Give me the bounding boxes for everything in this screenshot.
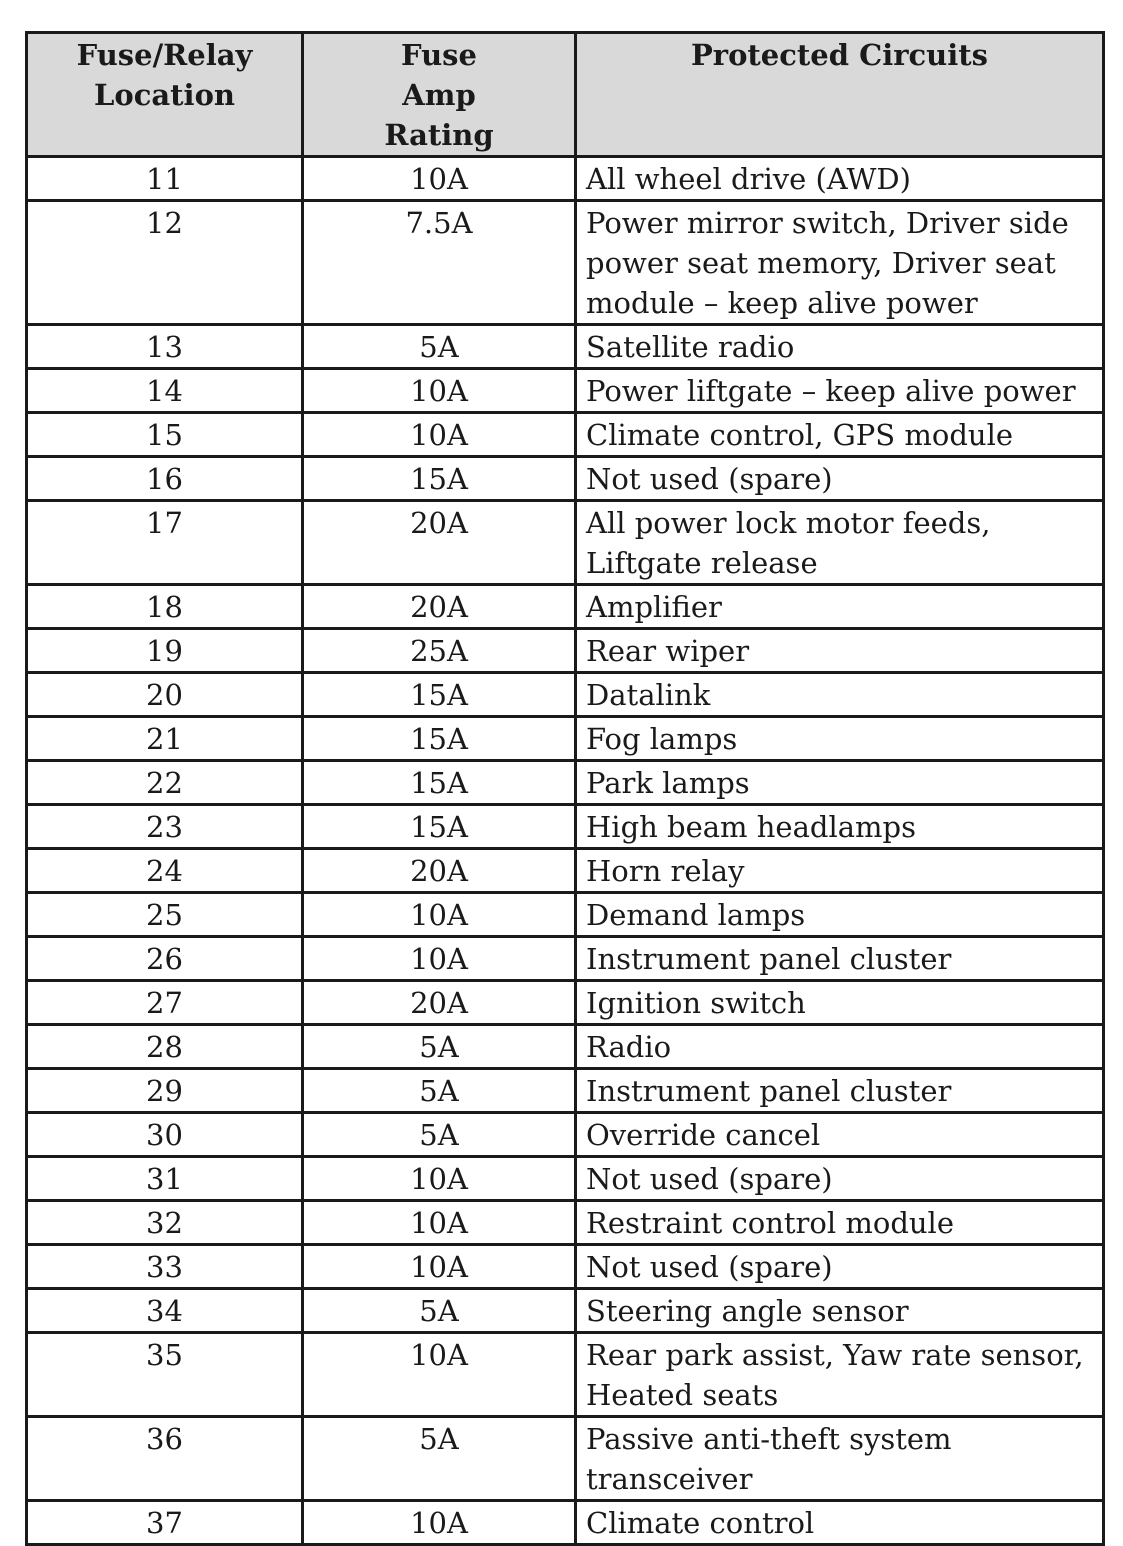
table-row xyxy=(27,201,1104,325)
amp-rating-cell: 10A xyxy=(303,1333,576,1417)
header-row xyxy=(27,33,1104,157)
protected-circuits-cell: Not used (spare) xyxy=(576,457,1104,501)
protected-circuits-cell: Climate control, GPS module xyxy=(576,413,1104,457)
location-cell: 17 xyxy=(27,501,303,585)
table-row xyxy=(27,413,1104,457)
amp-rating-cell: 5A xyxy=(303,325,576,369)
location-cell: 34 xyxy=(27,1289,303,1333)
table-row xyxy=(27,501,1104,585)
location-cell: 30 xyxy=(27,1113,303,1157)
protected-circuits-cell: Power mirror switch, Driver side power seat memory, Driver seat module – keep alive power xyxy=(576,201,1104,325)
location-cell: 35 xyxy=(27,1333,303,1417)
amp-rating-cell: 15A xyxy=(303,805,576,849)
amp-rating-cell: 10A xyxy=(303,1501,576,1545)
amp-rating-cell: 15A xyxy=(303,457,576,501)
amp-rating-cell: 10A xyxy=(303,937,576,981)
protected-circuits-cell: Rear park assist, Yaw rate sensor, Heated seats xyxy=(576,1333,1104,1417)
amp-rating-cell: 20A xyxy=(303,849,576,893)
table-row xyxy=(27,1157,1104,1201)
table-row xyxy=(27,1245,1104,1289)
table-row xyxy=(27,761,1104,805)
location-cell: 28 xyxy=(27,1025,303,1069)
table-row xyxy=(27,157,1104,201)
location-cell: 26 xyxy=(27,937,303,981)
amp-rating-cell: 5A xyxy=(303,1417,576,1501)
table-row xyxy=(27,893,1104,937)
table-row xyxy=(27,1113,1104,1157)
protected-circuits-cell: Instrument panel cluster xyxy=(576,937,1104,981)
amp-rating-cell: 15A xyxy=(303,717,576,761)
protected-circuits-cell: All power lock motor feeds, Liftgate release xyxy=(576,501,1104,585)
location-cell: 33 xyxy=(27,1245,303,1289)
location-cell: 19 xyxy=(27,629,303,673)
protected-circuits-cell: Rear wiper xyxy=(576,629,1104,673)
amp-rating-cell: 20A xyxy=(303,981,576,1025)
protected-circuits-cell: Amplifier xyxy=(576,585,1104,629)
amp-rating-cell: 20A xyxy=(303,585,576,629)
table-row xyxy=(27,673,1104,717)
amp-rating-cell: 5A xyxy=(303,1069,576,1113)
fuse-table xyxy=(25,31,1105,1546)
location-cell: 32 xyxy=(27,1201,303,1245)
location-cell: 16 xyxy=(27,457,303,501)
table-body xyxy=(27,157,1104,1545)
amp-rating-cell: 10A xyxy=(303,369,576,413)
table-row xyxy=(27,585,1104,629)
amp-rating-cell: 10A xyxy=(303,413,576,457)
protected-circuits-cell: Park lamps xyxy=(576,761,1104,805)
header-circuits: Protected Circuits xyxy=(576,33,1104,157)
table-row xyxy=(27,457,1104,501)
protected-circuits-cell: Steering angle sensor xyxy=(576,1289,1104,1333)
table-row xyxy=(27,717,1104,761)
location-cell: 36 xyxy=(27,1417,303,1501)
location-cell: 31 xyxy=(27,1157,303,1201)
table-row xyxy=(27,1501,1104,1545)
location-cell: 18 xyxy=(27,585,303,629)
protected-circuits-cell: Demand lamps xyxy=(576,893,1104,937)
location-cell: 22 xyxy=(27,761,303,805)
protected-circuits-cell: High beam headlamps xyxy=(576,805,1104,849)
amp-rating-cell: 10A xyxy=(303,1201,576,1245)
protected-circuits-cell: Radio xyxy=(576,1025,1104,1069)
amp-rating-cell: 5A xyxy=(303,1113,576,1157)
protected-circuits-cell: Not used (spare) xyxy=(576,1157,1104,1201)
table-row xyxy=(27,805,1104,849)
table-row xyxy=(27,937,1104,981)
protected-circuits-cell: Ignition switch xyxy=(576,981,1104,1025)
table-row xyxy=(27,325,1104,369)
location-cell: 14 xyxy=(27,369,303,413)
amp-rating-cell: 10A xyxy=(303,1157,576,1201)
table-row xyxy=(27,1333,1104,1417)
protected-circuits-cell: Restraint control module xyxy=(576,1201,1104,1245)
table-row xyxy=(27,629,1104,673)
amp-rating-cell: 5A xyxy=(303,1025,576,1069)
amp-rating-cell: 5A xyxy=(303,1289,576,1333)
table-row xyxy=(27,1289,1104,1333)
table-row xyxy=(27,1025,1104,1069)
table-header xyxy=(27,33,1104,157)
header-location: Fuse/Relay Location xyxy=(27,33,303,157)
header-amp: Fuse Amp Rating xyxy=(303,33,576,157)
protected-circuits-cell: Horn relay xyxy=(576,849,1104,893)
amp-rating-cell: 15A xyxy=(303,761,576,805)
location-cell: 13 xyxy=(27,325,303,369)
location-cell: 29 xyxy=(27,1069,303,1113)
protected-circuits-cell: Climate control xyxy=(576,1501,1104,1545)
table-row xyxy=(27,1417,1104,1501)
amp-rating-cell: 20A xyxy=(303,501,576,585)
amp-rating-cell: 25A xyxy=(303,629,576,673)
location-cell: 12 xyxy=(27,201,303,325)
protected-circuits-cell: Fog lamps xyxy=(576,717,1104,761)
location-cell: 27 xyxy=(27,981,303,1025)
amp-rating-cell: 10A xyxy=(303,893,576,937)
protected-circuits-cell: Datalink xyxy=(576,673,1104,717)
table-row xyxy=(27,1069,1104,1113)
table-row xyxy=(27,849,1104,893)
protected-circuits-cell: Instrument panel cluster xyxy=(576,1069,1104,1113)
protected-circuits-cell: Satellite radio xyxy=(576,325,1104,369)
table-row xyxy=(27,1201,1104,1245)
protected-circuits-cell: Power liftgate – keep alive power xyxy=(576,369,1104,413)
protected-circuits-cell: Passive anti-theft system transceiver xyxy=(576,1417,1104,1501)
location-cell: 23 xyxy=(27,805,303,849)
location-cell: 37 xyxy=(27,1501,303,1545)
location-cell: 20 xyxy=(27,673,303,717)
location-cell: 24 xyxy=(27,849,303,893)
protected-circuits-cell: Override cancel xyxy=(576,1113,1104,1157)
location-cell: 11 xyxy=(27,157,303,201)
amp-rating-cell: 10A xyxy=(303,1245,576,1289)
table-row xyxy=(27,369,1104,413)
protected-circuits-cell: All wheel drive (AWD) xyxy=(576,157,1104,201)
location-cell: 25 xyxy=(27,893,303,937)
protected-circuits-cell: Not used (spare) xyxy=(576,1245,1104,1289)
location-cell: 15 xyxy=(27,413,303,457)
location-cell: 21 xyxy=(27,717,303,761)
amp-rating-cell: 15A xyxy=(303,673,576,717)
amp-rating-cell: 7.5A xyxy=(303,201,576,325)
table-row xyxy=(27,981,1104,1025)
amp-rating-cell: 10A xyxy=(303,157,576,201)
